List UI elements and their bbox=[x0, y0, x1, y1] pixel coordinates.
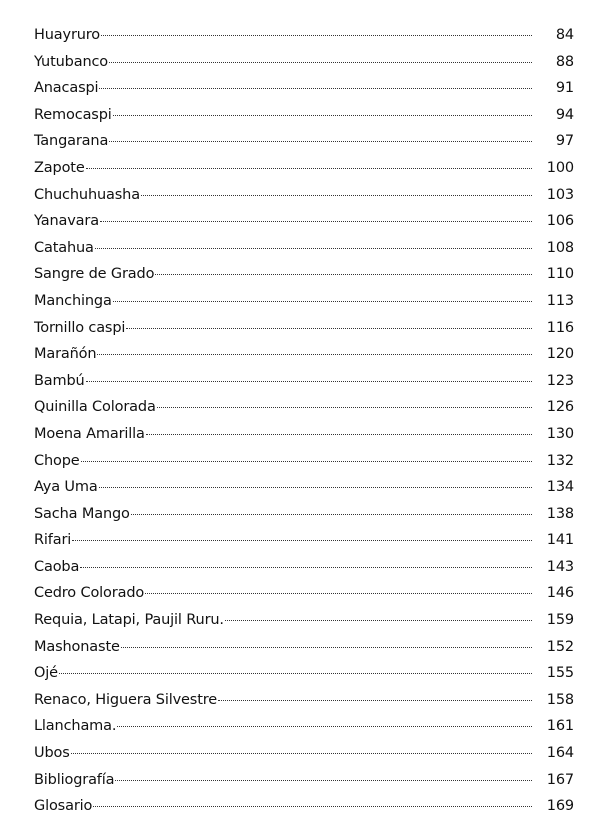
toc-entry-page-number: 138 bbox=[546, 505, 574, 522]
toc-entry-page-number: 126 bbox=[546, 399, 574, 416]
toc-entry-page-number: 94 bbox=[555, 106, 574, 123]
toc-entry-title: Requia, Latapi, Paujil Ruru. bbox=[34, 612, 224, 629]
toc-entry bbox=[34, 772, 574, 799]
dot-leader bbox=[101, 35, 532, 36]
toc-entry bbox=[34, 506, 574, 533]
toc-entry bbox=[34, 479, 574, 506]
toc-entry-page-number: 132 bbox=[546, 452, 574, 469]
toc-entry-title: Bibliografía bbox=[34, 771, 115, 788]
toc-entry-title: Rifari bbox=[34, 532, 72, 549]
toc-entry-page-number: 103 bbox=[546, 186, 574, 203]
toc-entry-page-number: 169 bbox=[546, 798, 574, 815]
toc-entry-title: Zapote bbox=[34, 159, 85, 176]
toc-entry-page-number: 159 bbox=[546, 612, 574, 629]
toc-entry bbox=[34, 798, 574, 825]
toc-entry-title: Glosario bbox=[34, 798, 93, 815]
toc-entry bbox=[34, 426, 574, 453]
dot-leader bbox=[97, 354, 532, 355]
dot-leader bbox=[113, 301, 532, 302]
toc-entry bbox=[34, 373, 574, 400]
toc-entry-title: Chope bbox=[34, 452, 80, 469]
dot-leader bbox=[121, 647, 532, 648]
toc-entry-title: Ojé bbox=[34, 665, 58, 682]
toc-entry-page-number: 141 bbox=[546, 532, 574, 549]
dot-leader bbox=[126, 328, 532, 329]
toc-entry bbox=[34, 107, 574, 134]
toc-entry bbox=[34, 27, 574, 54]
toc-entry-title: Moena Amarilla bbox=[34, 425, 145, 442]
toc-entry-page-number: 134 bbox=[546, 479, 574, 496]
toc-entry-title: Remocaspi bbox=[34, 106, 112, 123]
dot-leader bbox=[72, 540, 532, 541]
toc-entry bbox=[34, 320, 574, 347]
toc-entry bbox=[34, 639, 574, 666]
toc-entry-page-number: 152 bbox=[546, 638, 574, 655]
dot-leader bbox=[117, 726, 532, 727]
toc-entry bbox=[34, 213, 574, 240]
dot-leader bbox=[145, 593, 532, 594]
toc-entry-title: Yanavara bbox=[34, 213, 99, 230]
toc-entry-title: Yutubanco bbox=[34, 53, 109, 70]
toc-entry bbox=[34, 692, 574, 719]
dot-leader bbox=[86, 168, 532, 169]
toc-entry-page-number: 108 bbox=[546, 239, 574, 256]
toc-entry bbox=[34, 559, 574, 586]
dot-leader bbox=[115, 780, 532, 781]
toc-entry bbox=[34, 718, 574, 745]
toc-entry-title: Sangre de Grado bbox=[34, 266, 155, 283]
toc-entry bbox=[34, 612, 574, 639]
toc-entry-title: Sacha Mango bbox=[34, 505, 130, 522]
dot-leader bbox=[155, 274, 532, 275]
toc-entry-title: Bambú bbox=[34, 372, 85, 389]
toc-entry bbox=[34, 585, 574, 612]
toc-entry-title: Cedro Colorado bbox=[34, 585, 145, 602]
dot-leader bbox=[100, 221, 532, 222]
toc-entry-page-number: 88 bbox=[555, 53, 574, 70]
toc-entry bbox=[34, 293, 574, 320]
toc-entry-title: Ubos bbox=[34, 745, 70, 762]
toc-entry-title: Marañón bbox=[34, 346, 97, 363]
toc-entry-page-number: 84 bbox=[555, 27, 574, 43]
toc-entry-page-number: 146 bbox=[546, 585, 574, 602]
toc-entry-page-number: 97 bbox=[555, 133, 574, 150]
dot-leader bbox=[113, 115, 532, 116]
toc-entry bbox=[34, 453, 574, 480]
toc-entry-page-number: 123 bbox=[546, 372, 574, 389]
toc-entry-title: Anacaspi bbox=[34, 80, 99, 97]
toc-entry-page-number: 113 bbox=[546, 292, 574, 309]
toc-entry-title: Renaco, Higuera Silvestre bbox=[34, 691, 218, 708]
table-of-contents bbox=[34, 27, 574, 825]
dot-leader bbox=[71, 753, 532, 754]
toc-entry-title: Manchinga bbox=[34, 292, 112, 309]
toc-entry bbox=[34, 665, 574, 692]
toc-entry-page-number: 100 bbox=[546, 159, 574, 176]
dot-leader bbox=[99, 487, 532, 488]
toc-entry-title: Tangarana bbox=[34, 133, 109, 150]
toc-entry bbox=[34, 745, 574, 772]
dot-leader bbox=[146, 434, 532, 435]
dot-leader bbox=[157, 407, 532, 408]
toc-entry-page-number: 120 bbox=[546, 346, 574, 363]
toc-entry-page-number: 130 bbox=[546, 425, 574, 442]
dot-leader bbox=[59, 673, 532, 674]
toc-entry bbox=[34, 532, 574, 559]
toc-entry-title: Mashonaste bbox=[34, 638, 120, 655]
toc-entry-page-number: 110 bbox=[546, 266, 574, 283]
dot-leader bbox=[99, 88, 532, 89]
toc-entry bbox=[34, 187, 574, 214]
toc-entry bbox=[34, 54, 574, 81]
toc-entry-title: Llanchama. bbox=[34, 718, 117, 735]
toc-entry-title: Aya Uma bbox=[34, 479, 98, 496]
dot-leader bbox=[141, 195, 532, 196]
toc-entry-title: Catahua bbox=[34, 239, 94, 256]
dot-leader bbox=[109, 62, 532, 63]
toc-entry-title: Quinilla Colorada bbox=[34, 399, 156, 416]
toc-entry-page-number: 106 bbox=[546, 213, 574, 230]
dot-leader bbox=[81, 461, 532, 462]
dot-leader bbox=[109, 141, 532, 142]
toc-entry-page-number: 155 bbox=[546, 665, 574, 682]
toc-entry-page-number: 143 bbox=[546, 558, 574, 575]
toc-entry-title: Chuchuhuasha bbox=[34, 186, 140, 203]
toc-entry bbox=[34, 266, 574, 293]
dot-leader bbox=[95, 248, 532, 249]
toc-entry-page-number: 164 bbox=[546, 745, 574, 762]
toc-entry-title: Caoba bbox=[34, 558, 80, 575]
toc-entry bbox=[34, 133, 574, 160]
toc-entry-page-number: 167 bbox=[546, 771, 574, 788]
dot-leader bbox=[131, 514, 532, 515]
dot-leader bbox=[218, 700, 532, 701]
toc-entry-page-number: 161 bbox=[546, 718, 574, 735]
toc-entry bbox=[34, 399, 574, 426]
toc-entry-page-number: 91 bbox=[555, 80, 574, 97]
toc-entry bbox=[34, 80, 574, 107]
toc-entry bbox=[34, 240, 574, 267]
toc-entry-title: Tornillo caspi bbox=[34, 319, 126, 336]
toc-entry-page-number: 116 bbox=[546, 319, 574, 336]
dot-leader bbox=[80, 567, 532, 568]
toc-entry bbox=[34, 160, 574, 187]
toc-entry-title: Huayruro bbox=[34, 27, 101, 43]
toc-entry-page-number: 158 bbox=[546, 691, 574, 708]
toc-entry bbox=[34, 346, 574, 373]
dot-leader bbox=[86, 381, 532, 382]
dot-leader bbox=[93, 806, 532, 807]
dot-leader bbox=[225, 620, 532, 621]
